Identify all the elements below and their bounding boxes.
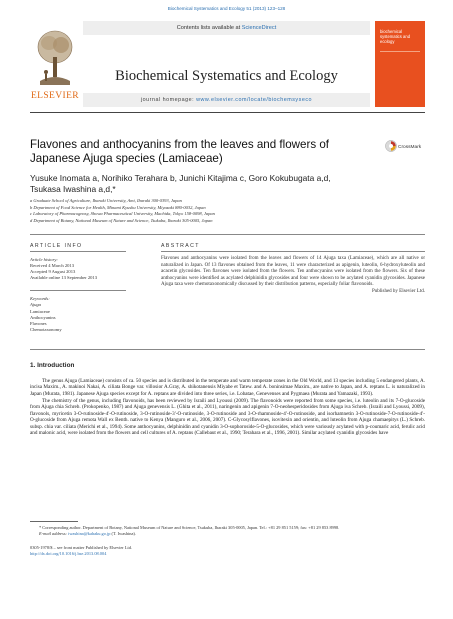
- doi-link[interactable]: http://dx.doi.org/10.1016/j.bse.2013.08.004: [30, 551, 107, 556]
- authors-line-2: Tsukasa Iwashina a,d,*: [30, 184, 116, 194]
- history-accepted: Accepted 9 August 2013: [30, 269, 76, 275]
- keyword-item: Lamiaceae: [30, 308, 50, 314]
- article-title: Flavones and anthocyanins from the leaves and flowers of Japanese Ajuga species (Lamiaceae): [30, 138, 330, 165]
- elsevier-wordmark: ELSEVIER: [30, 91, 80, 101]
- elsevier-logo: [30, 21, 80, 107]
- affiliations-rule: [30, 234, 425, 235]
- abstract-body: [161, 256, 425, 295]
- journal-citation: Biochemical Systematics and Ecology 51 (2013) 123–128: [167, 6, 286, 11]
- masthead-rule: [30, 112, 425, 113]
- article-info-heading: ARTICLE INFO: [30, 243, 83, 249]
- history-label: Article history:: [30, 257, 58, 262]
- homepage-prefix: journal homepage:: [140, 97, 197, 103]
- intro-paragraph-2: The chemistry of the genus, including flavonoids, has been reviewed by Israili and Lyoussi (2009). The flavonoids were reported from some species, i.e. luteolin and its 7-O-glucoside from Ajuga chia Schreb. (Prokopenko, 1987) and Ajuga genevensis L. (Ghita et al., 2011), naringenin and apigenin 7-O-neohesperidosides from Ajuga iva Schreb. (Israili and Lyoussi, 2009), flavonols, myricetin 3-O-rutinoside-4′-O-rutinoside, 3-O-rutinoside-3′-O-rutinoside, 3-O-rutinoside and 3-O-rhamnoside-4′-O-rutinoside, and isorhamnetin 3-O-rutinoside-7-O-rutinoside-4′-O-glucoside from Ajuga remota Wall ex Benth. native to Kenya (Manguro et al., 2006, 2007). C-Glycosylflavones, isovitexin and orientin, and luteolin from Ajuga chamaepitys (L.) Schreb. subsp. chia var. ciliata (Merichi et al., 1994). Some anthocyanins, delphinidin and cyanidin 3-O-sophoroside-5-O-glucosides, which were variously acylated with p-coumaric acid, ferulic acid and malonic acid, were isolated from the flowers and cell cultures of A. reptans (Callebaut et al., 1990; Terahara et al., 1996, 2001). Similar acylated cyanidin glycosides have: [30, 397, 425, 437]
- history-online: Available online 13 September 2013: [30, 275, 98, 281]
- homepage-link[interactable]: www.elsevier.com/locate/biochemsyseco: [196, 97, 313, 103]
- affiliation-c: c Laboratory of Pharmacognosy, Showa Pharmaceutical University, Machida, Tokyo 158-0098, Japan: [30, 211, 215, 217]
- sciencedirect-link[interactable]: ScienceDirect: [241, 25, 277, 31]
- issn-line: 0305-1978/$ – see front matter Published by Elsevier Ltd.: [30, 545, 133, 550]
- abstract-bottom-rule: [30, 349, 425, 350]
- footnotes: [30, 525, 425, 557]
- masthead-center: [83, 21, 370, 107]
- contents-prefix: Contents lists available at: [176, 25, 242, 31]
- elsevier-tree-icon: [34, 25, 76, 89]
- journal-homepage-bar: [83, 93, 370, 107]
- affiliations: [30, 198, 425, 224]
- journal-cover: [375, 21, 425, 107]
- corresponding-author-note: * Corresponding author. Department of Botany, National Museum of Nature and Science, Tsukuba, Ibaraki 305-0005, Japan. Tel.: +81 29 851 5159; fax: +81 29 853 8998.: [39, 525, 340, 530]
- keywords-label: Keywords:: [30, 296, 50, 302]
- keyword-item: Anthocyanins: [30, 314, 56, 320]
- authors-line-1: Yusuke Inomata a, Norihiko Terahara b, Junichi Kitajima c, Goro Kokubugata a,d,: [30, 173, 331, 183]
- footnote-rule: [30, 521, 78, 522]
- crossmark-badge[interactable]: [385, 140, 425, 162]
- affiliation-d: d Department of Botany, National Museum of Nature and Science, Tsukuba, Ibaraki 305-0005, Japan: [30, 217, 213, 223]
- journal-masthead: [30, 21, 425, 107]
- keyword-item: Ajuga: [30, 302, 41, 308]
- article-info: [30, 257, 126, 333]
- keyword-item: Chemotaxonomy: [30, 326, 62, 332]
- crossmark-icon: [385, 140, 397, 152]
- cover-divider: [380, 51, 420, 52]
- introduction-body: [30, 378, 425, 437]
- footnote-gap: [30, 537, 425, 545]
- section-heading-introduction: 1. Introduction: [30, 362, 75, 369]
- abstract-text: Flavones and anthocyanins were isolated from the leaves and flowers of 14 Ajuga taxa (Lamiaceae), which are all native or naturalized in Japan. Of 13 flavones obtained from the leaves, 11 were characterized as apigenin, luteolin, 6-hydroxyluteolin and acacetin glycosides. Ten flavones were isolated from the flowers. Ten anthocyanins were isolated from the flowers. Six of these anthocyanins were identified as acylated delphinidin glycosides and four were shown to be acylated cyanidin glycosides. Japanese Ajuga taxa were chemotaxonomically discussed by their distribution patterns, especially foliar flavonoids.: [161, 256, 425, 288]
- author-list: [30, 173, 410, 195]
- contents-bar: [83, 21, 370, 35]
- abstract-heading: ABSTRACT: [161, 243, 200, 249]
- affiliation-a: a Graduate School of Agriculture, Ibaraki University, Ami, Ibaraki 300-0393, Japan: [30, 198, 182, 203]
- crossmark-label: CrossMark: [398, 145, 422, 150]
- keywords-block: [30, 290, 126, 333]
- history-received: Received 4 March 2013: [30, 263, 75, 269]
- affiliation-b: b Department of Food Science for Health, Minami Kyushu University, Miyazaki 880-0032, Japan: [30, 204, 206, 210]
- abstract-rule: [161, 251, 425, 252]
- cover-title: biochemical systematics and ecology: [380, 29, 411, 45]
- intro-paragraph-1: The genus Ajuga (Lamiaceae) consists of ca. 50 species and is distributed in the temperate and warm temperate zones in the Old World, and 13 species including 5 endangered plants, A. incisa Maxim., A. makinoi Nakai, A. ciliata Bonge var. villosior A.Gray, A. shikotanensis Miyabe et Tatew. and A. boninsimae Maxim., are native to Japan, and A. reptans L. is naturalized in Japan (Murata, 1981). Japanese Ajuga species except for A. reptans are divided into three series, i.e. Lobatae, Genevenses and Pygmaea (Murata and Yamazaki, 1993).: [30, 378, 425, 397]
- info-rule: [30, 251, 126, 252]
- email-label: E-mail address:: [39, 531, 69, 536]
- keyword-item: Flavones: [30, 320, 47, 326]
- journal-title: Biochemical Systematics and Ecology: [115, 68, 338, 84]
- abstract-copyright: Published by Elsevier Ltd.: [371, 288, 425, 294]
- email-link[interactable]: iwashina@kahaku.go.jp: [68, 531, 111, 536]
- email-suffix: (T. Iwashina).: [110, 531, 136, 536]
